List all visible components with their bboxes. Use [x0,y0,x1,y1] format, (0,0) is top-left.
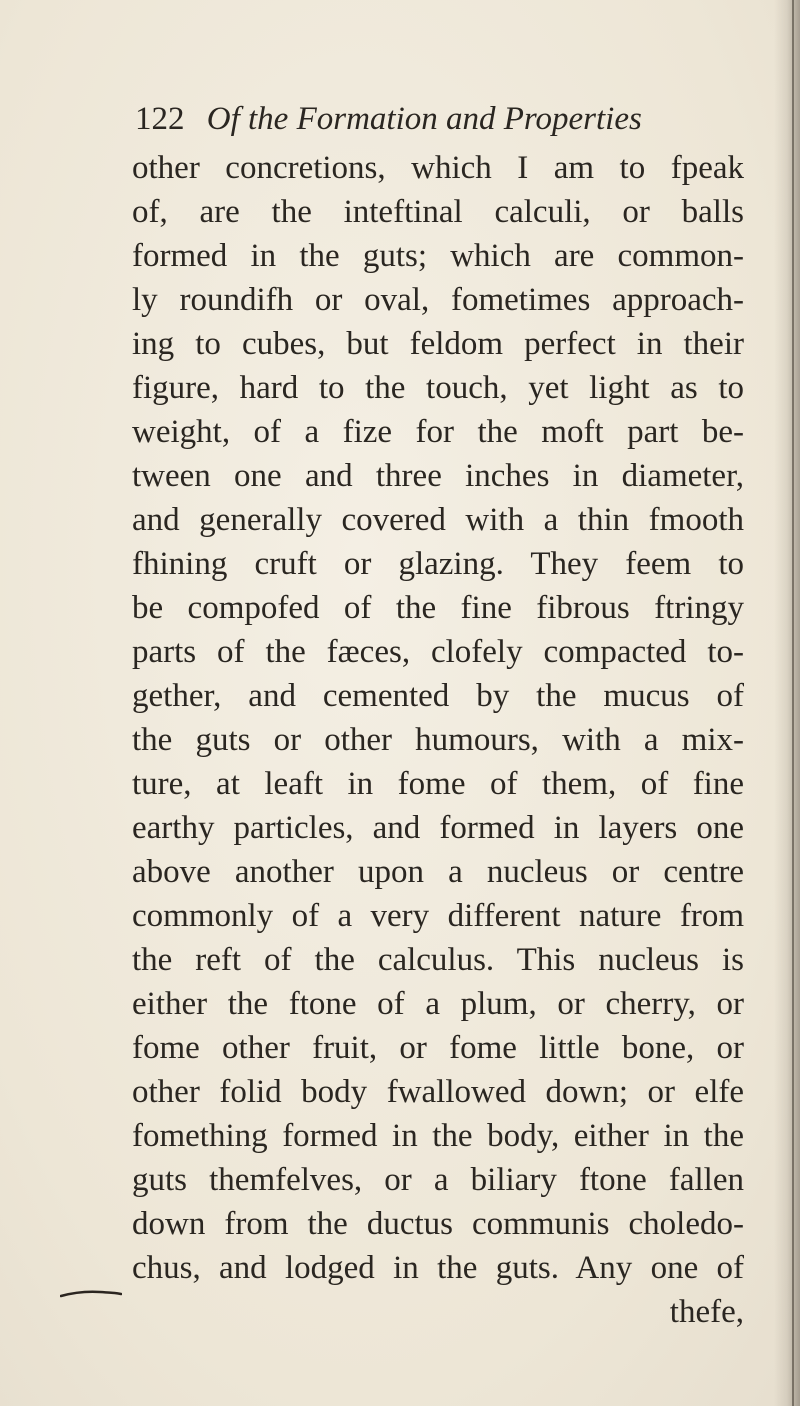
text-line: ing to cubes, but feldom perfect in their [132,326,744,362]
text-line: figure, hard to the touch, yet light as to [132,370,744,406]
page-number: 122 [135,101,185,137]
running-header [135,96,735,142]
text-line: down from the ductus communis choledo- [132,1206,744,1242]
text-line: fomething formed in the body, either in the [132,1118,744,1154]
text-line: parts of the fæces, clofely compacted to- [132,634,744,670]
text-line: gether, and cemented by the mucus of [132,678,744,714]
text-line: fome other fruit, or fome little bone, or [132,1030,744,1066]
text-line: commonly of a very different nature from [132,898,744,934]
text-line: other folid body fwallowed down; or elfe [132,1074,744,1110]
text-line: ly roundifh or oval, fometimes approach- [132,282,744,318]
page-edge-line [792,0,794,1406]
text-line: and generally covered with a thin fmooth [132,502,744,538]
text-line: weight, of a fize for the moft part be- [132,414,744,450]
text-line: tween one and three inches in diameter, [132,458,744,494]
text-line: fhining cruft or glazing. They feem to [132,546,744,582]
text-line: above another upon a nucleus or centre [132,854,744,890]
text-line: formed in the guts; which are common- [132,238,744,274]
text-line: guts themfelves, or a biliary ftone fallen [132,1162,744,1198]
running-title: Of the Formation and Properties [206,101,642,137]
text-line: the guts or other humours, with a mix- [132,722,744,758]
text-line: of, are the inteftinal calculi, or balls [132,194,744,230]
text-line: be compofed of the fine fibrous ftringy [132,590,744,626]
catchword: thefe, [669,1294,744,1330]
text-line: ture, at leaft in fome of them, of fine [132,766,744,802]
text-line: other concretions, which I am to fpeak [132,150,744,186]
body-text [132,146,744,1334]
text-line: either the ftone of a plum, or cherry, or [132,986,744,1022]
ink-mark [60,1290,122,1298]
page-gutter-shadow [774,0,800,1406]
text-line: chus, and lodged in the guts. Any one of [132,1250,744,1286]
text-line: earthy particles, and formed in layers one [132,810,744,846]
text-line: the reft of the calculus. This nucleus is [132,942,744,978]
